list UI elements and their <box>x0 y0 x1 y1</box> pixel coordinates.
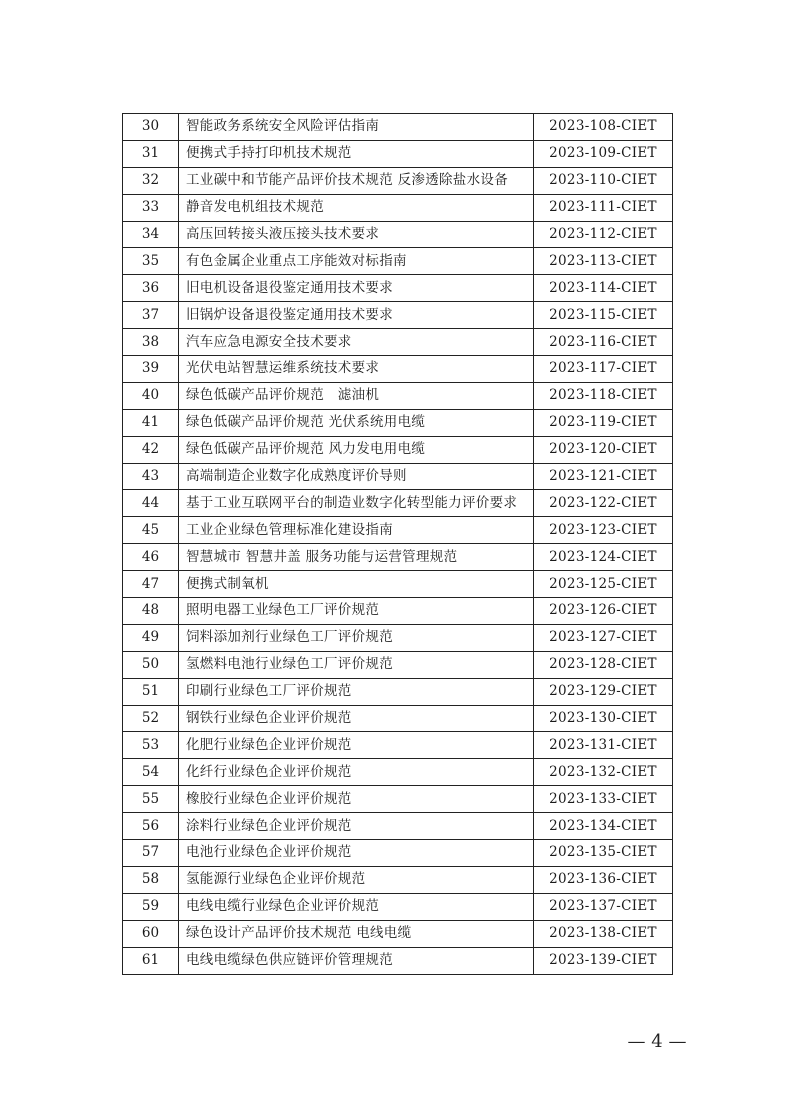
standard-name: 钢铁行业绿色企业评价规范 <box>179 705 534 732</box>
table-row <box>123 893 673 920</box>
table-row <box>123 813 673 840</box>
standard-name: 光伏电站智慧运维系统技术要求 <box>179 356 534 383</box>
standard-name: 照明电器工业绿色工厂评价规范 <box>179 598 534 625</box>
table-row <box>123 436 673 463</box>
standard-name: 基于工业互联网平台的制造业数字化转型能力评价要求 <box>179 490 534 517</box>
standard-name: 化肥行业绿色企业评价规范 <box>179 732 534 759</box>
standard-code: 2023-114-CIET <box>534 275 673 302</box>
table-row <box>123 651 673 678</box>
standard-code: 2023-139-CIET <box>534 947 673 974</box>
standard-code: 2023-135-CIET <box>534 840 673 867</box>
standard-code: 2023-116-CIET <box>534 329 673 356</box>
row-number: 57 <box>123 840 179 867</box>
standard-code: 2023-111-CIET <box>534 194 673 221</box>
standard-name: 工业碳中和节能产品评价技术规范 反渗透除盐水设备 <box>179 167 534 194</box>
table-row <box>123 329 673 356</box>
table-row <box>123 866 673 893</box>
standard-name: 便携式手持打印机技术规范 <box>179 140 534 167</box>
standard-name: 绿色低碳产品评价规范 风力发电用电缆 <box>179 436 534 463</box>
table-row <box>123 194 673 221</box>
standard-name: 高压回转接头液压接头技术要求 <box>179 221 534 248</box>
table-row <box>123 140 673 167</box>
table-row <box>123 302 673 329</box>
table-row <box>123 624 673 651</box>
row-number: 61 <box>123 947 179 974</box>
standard-code: 2023-132-CIET <box>534 759 673 786</box>
standard-name: 饲料添加剂行业绿色工厂评价规范 <box>179 624 534 651</box>
standard-name: 绿色设计产品评价技术规范 电线电缆 <box>179 920 534 947</box>
row-number: 39 <box>123 356 179 383</box>
standard-code: 2023-133-CIET <box>534 786 673 813</box>
table-row <box>123 517 673 544</box>
standard-name: 电线电缆绿色供应链评价管理规范 <box>179 947 534 974</box>
standard-code: 2023-126-CIET <box>534 598 673 625</box>
table-row <box>123 221 673 248</box>
row-number: 54 <box>123 759 179 786</box>
table-row <box>123 759 673 786</box>
row-number: 49 <box>123 624 179 651</box>
standard-name: 绿色低碳产品评价规范 滤油机 <box>179 382 534 409</box>
row-number: 50 <box>123 651 179 678</box>
standard-name: 汽车应急电源安全技术要求 <box>179 329 534 356</box>
standard-name: 涂料行业绿色企业评价规范 <box>179 813 534 840</box>
table-row <box>123 356 673 383</box>
row-number: 38 <box>123 329 179 356</box>
standard-code: 2023-112-CIET <box>534 221 673 248</box>
standard-name: 旧锅炉设备退役鉴定通用技术要求 <box>179 302 534 329</box>
standard-name: 氢燃料电池行业绿色工厂评价规范 <box>179 651 534 678</box>
standard-code: 2023-109-CIET <box>534 140 673 167</box>
table-row <box>123 490 673 517</box>
page-number: — 4 — <box>627 1031 687 1052</box>
row-number: 58 <box>123 866 179 893</box>
standard-name: 静音发电机组技术规范 <box>179 194 534 221</box>
table-row <box>123 598 673 625</box>
table-row <box>123 571 673 598</box>
table-row <box>123 786 673 813</box>
standard-name: 便携式制氧机 <box>179 571 534 598</box>
standard-name: 有色金属企业重点工序能效对标指南 <box>179 248 534 275</box>
standard-code: 2023-137-CIET <box>534 893 673 920</box>
row-number: 34 <box>123 221 179 248</box>
table-row <box>123 947 673 974</box>
row-number: 35 <box>123 248 179 275</box>
standard-code: 2023-138-CIET <box>534 920 673 947</box>
table-row <box>123 248 673 275</box>
row-number: 52 <box>123 705 179 732</box>
row-number: 55 <box>123 786 179 813</box>
row-number: 51 <box>123 678 179 705</box>
row-number: 46 <box>123 544 179 571</box>
row-number: 42 <box>123 436 179 463</box>
standard-name: 电线电缆行业绿色企业评价规范 <box>179 893 534 920</box>
standard-code: 2023-119-CIET <box>534 409 673 436</box>
standard-name: 电池行业绿色企业评价规范 <box>179 840 534 867</box>
standard-name: 化纤行业绿色企业评价规范 <box>179 759 534 786</box>
standard-name: 工业企业绿色管理标准化建设指南 <box>179 517 534 544</box>
table-row <box>123 167 673 194</box>
row-number: 53 <box>123 732 179 759</box>
standard-code: 2023-124-CIET <box>534 544 673 571</box>
row-number: 31 <box>123 140 179 167</box>
standard-code: 2023-125-CIET <box>534 571 673 598</box>
standard-name: 高端制造企业数字化成熟度评价导则 <box>179 463 534 490</box>
table-row <box>123 275 673 302</box>
row-number: 47 <box>123 571 179 598</box>
row-number: 33 <box>123 194 179 221</box>
row-number: 41 <box>123 409 179 436</box>
standard-code: 2023-120-CIET <box>534 436 673 463</box>
row-number: 56 <box>123 813 179 840</box>
table-row <box>123 382 673 409</box>
standard-code: 2023-108-CIET <box>534 114 673 141</box>
standard-code: 2023-123-CIET <box>534 517 673 544</box>
row-number: 30 <box>123 114 179 141</box>
standard-name: 旧电机设备退役鉴定通用技术要求 <box>179 275 534 302</box>
row-number: 32 <box>123 167 179 194</box>
standard-name: 智能政务系统安全风险评估指南 <box>179 114 534 141</box>
table-row <box>123 678 673 705</box>
table-row <box>123 114 673 141</box>
standard-code: 2023-129-CIET <box>534 678 673 705</box>
table-row <box>123 840 673 867</box>
table-row <box>123 705 673 732</box>
table-row <box>123 544 673 571</box>
table-row <box>123 732 673 759</box>
standard-code: 2023-113-CIET <box>534 248 673 275</box>
row-number: 40 <box>123 382 179 409</box>
row-number: 44 <box>123 490 179 517</box>
standard-code: 2023-118-CIET <box>534 382 673 409</box>
standard-code: 2023-115-CIET <box>534 302 673 329</box>
table-body <box>123 114 673 975</box>
row-number: 43 <box>123 463 179 490</box>
row-number: 36 <box>123 275 179 302</box>
standard-name: 橡胶行业绿色企业评价规范 <box>179 786 534 813</box>
standard-code: 2023-130-CIET <box>534 705 673 732</box>
standard-name: 智慧城市 智慧井盖 服务功能与运营管理规范 <box>179 544 534 571</box>
table-row <box>123 409 673 436</box>
standard-code: 2023-127-CIET <box>534 624 673 651</box>
standard-code: 2023-136-CIET <box>534 866 673 893</box>
standard-code: 2023-128-CIET <box>534 651 673 678</box>
standard-name: 氢能源行业绿色企业评价规范 <box>179 866 534 893</box>
standards-table <box>122 113 673 975</box>
row-number: 45 <box>123 517 179 544</box>
standard-code: 2023-110-CIET <box>534 167 673 194</box>
standard-code: 2023-131-CIET <box>534 732 673 759</box>
row-number: 60 <box>123 920 179 947</box>
standard-code: 2023-117-CIET <box>534 356 673 383</box>
row-number: 59 <box>123 893 179 920</box>
table-row <box>123 920 673 947</box>
standard-name: 印刷行业绿色工厂评价规范 <box>179 678 534 705</box>
row-number: 37 <box>123 302 179 329</box>
standard-code: 2023-134-CIET <box>534 813 673 840</box>
standard-code: 2023-122-CIET <box>534 490 673 517</box>
row-number: 48 <box>123 598 179 625</box>
table-row <box>123 463 673 490</box>
standard-code: 2023-121-CIET <box>534 463 673 490</box>
standard-name: 绿色低碳产品评价规范 光伏系统用电缆 <box>179 409 534 436</box>
